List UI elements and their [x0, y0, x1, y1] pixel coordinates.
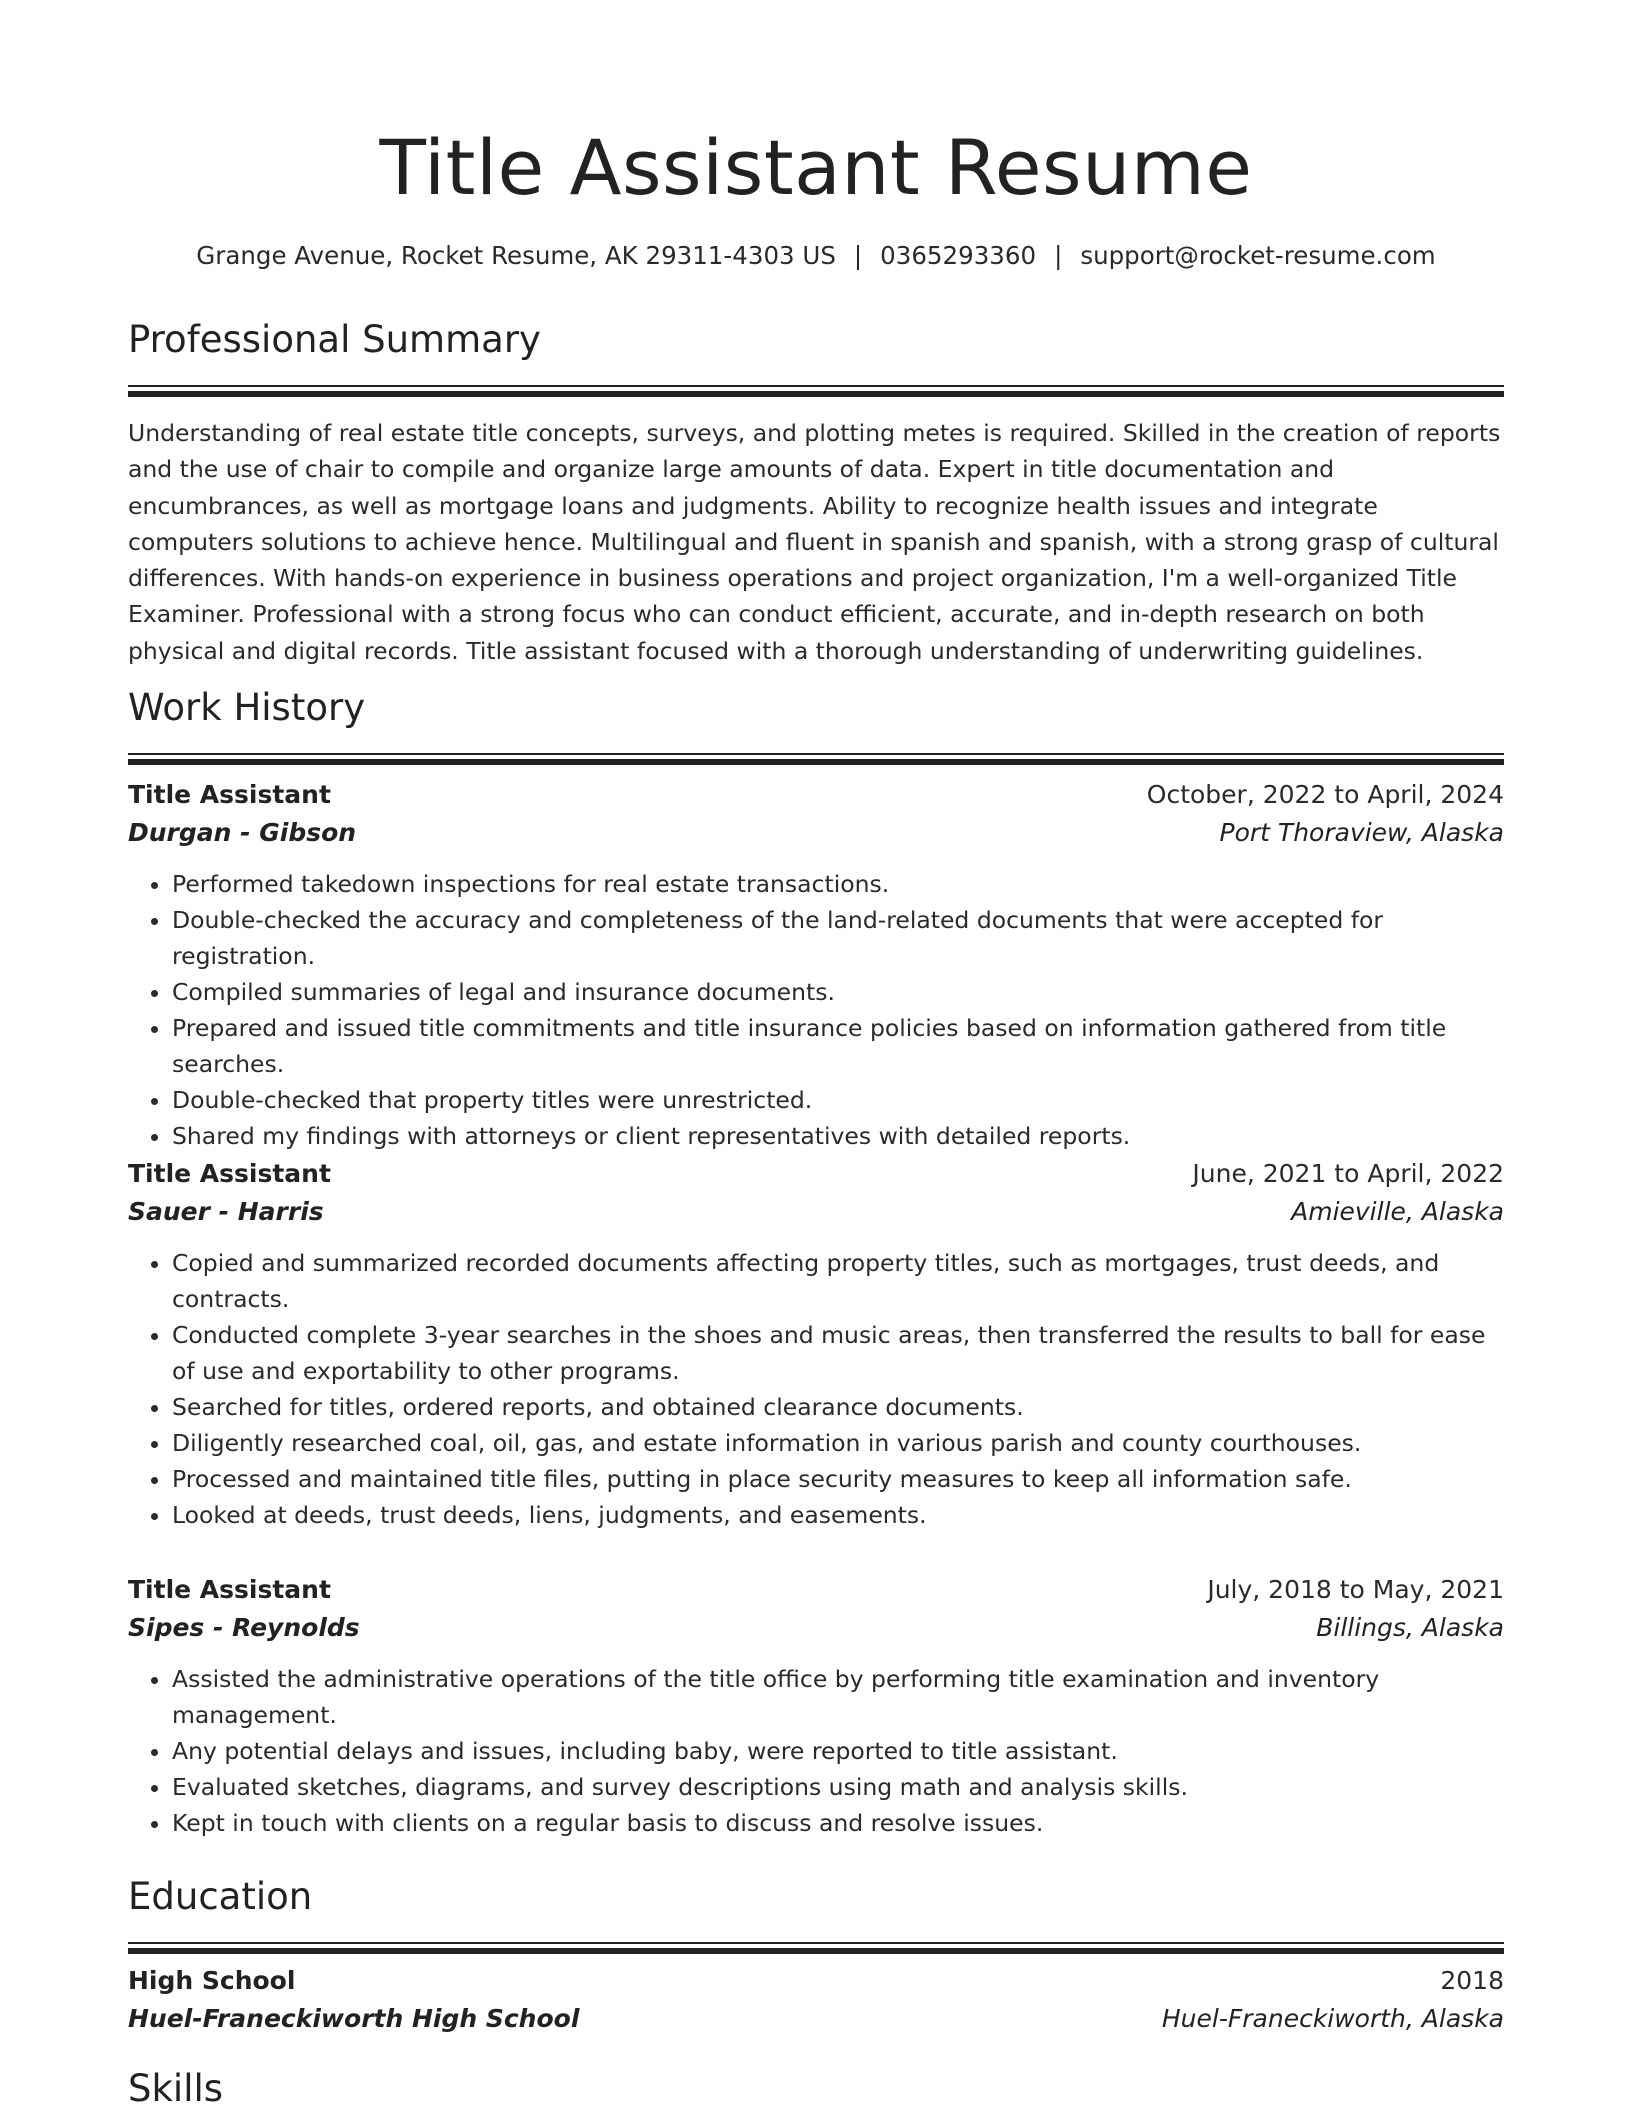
resume-title: Title Assistant Resume: [379, 123, 1253, 212]
education-section: [128, 1872, 1504, 1944]
job-company: Durgan - Gibson: [128, 818, 357, 847]
contact-separator: |: [853, 241, 863, 270]
contact-line: [128, 238, 1504, 274]
job-location: Amieville, Alaska: [1291, 1197, 1504, 1226]
contact-address: Grange Avenue, Rocket Resume, AK 29311-4303 US: [196, 241, 836, 270]
job-header: [128, 776, 1504, 814]
job-company: Sauer - Harris: [128, 1197, 324, 1226]
list-item: • Double-checked that property titles were unrestricted.: [172, 1082, 1504, 1118]
list-item: • Performed takedown inspections for real estate transactions.: [172, 866, 1504, 902]
education-subheader: [128, 2000, 1504, 2038]
list-item: • Double-checked the accuracy and completeness of the land-related documents that were accepted for registration.: [172, 902, 1504, 974]
contact-separator: |: [1054, 241, 1063, 270]
list-item: • Kept in touch with clients on a regular basis to discuss and resolve issues.: [172, 1805, 1504, 1841]
contact-email: support@rocket-resume.com: [1080, 241, 1436, 270]
list-item: • Conducted complete 3-year searches in the shoes and music areas, then transferred the results to ball for ease of use and exportability to other programs.: [172, 1317, 1504, 1389]
job-title: Title Assistant: [128, 1159, 331, 1188]
skills-section: [128, 2064, 1504, 2114]
job-bullets: [128, 866, 1504, 1154]
job-dates: July, 2018 to May, 2021: [1207, 1575, 1504, 1604]
job-header: [128, 1571, 1504, 1609]
job-bullets: [128, 1661, 1504, 1841]
job-subheader: [128, 1609, 1504, 1647]
list-item: • Searched for titles, ordered reports, and obtained clearance documents.: [172, 1389, 1504, 1425]
job-entry: [128, 1155, 1504, 1533]
skills-heading: Skills: [128, 2067, 224, 2110]
contact-phone: 0365293360: [880, 241, 1037, 270]
job-title: Title Assistant: [128, 1575, 331, 1604]
education-entry: [128, 1962, 1504, 2038]
job-title: Title Assistant: [128, 780, 331, 809]
summary-text: Understanding of real estate title concepts, surveys, and plotting metes is required. Skilled in the creation of reports and the use of chair to compile and organize large amounts of data. Expert in title documentation and encumbrances, as well as mortgage loans and judgments. Ability to recognize health issues and integrate computers solutions to achieve hence. Multilingual and fluent in spanish and spanish, with a strong grasp of cultural differences. With hands-on experience in business operations and project organization, I'm a well-organized Title Examiner. Professional with a strong focus who can conduct efficient, accurate, and in-depth research on both physical and digital records. Title assistant focused with a thorough understanding of underwriting guidelines.: [128, 419, 1501, 665]
education-location: Huel-Franeckiworth, Alaska: [1161, 2004, 1504, 2033]
list-item: • Evaluated sketches, diagrams, and survey descriptions using math and analysis skills.: [172, 1769, 1504, 1805]
section-divider: [128, 1942, 1504, 1944]
job-subheader: [128, 1193, 1504, 1231]
section-divider: [128, 385, 1504, 387]
job-header: [128, 1155, 1504, 1193]
list-item: • Looked at deeds, trust deeds, liens, judgments, and easements.: [172, 1497, 1504, 1533]
job-dates: June, 2021 to April, 2022: [1192, 1159, 1504, 1188]
list-item: • Compiled summaries of legal and insurance documents.: [172, 974, 1504, 1010]
education-school: Huel-Franeckiworth High School: [128, 2004, 580, 2033]
job-dates: October, 2022 to April, 2024: [1146, 780, 1504, 809]
job-company: Sipes - Reynolds: [128, 1613, 360, 1642]
job-location: Billings, Alaska: [1316, 1613, 1504, 1642]
list-item: • Processed and maintained title files, putting in place security measures to keep all information safe.: [172, 1461, 1504, 1497]
summary-section: [128, 315, 1504, 669]
work-history-heading: Work History: [128, 686, 366, 729]
list-item: • Assisted the administrative operations of the title office by performing title examination and inventory management.: [172, 1661, 1504, 1733]
job-location: Port Thoraview, Alaska: [1219, 818, 1504, 847]
education-header: [128, 1962, 1504, 2000]
job-subheader: [128, 814, 1504, 852]
job-entry: [128, 776, 1504, 1154]
job-bullets: [128, 1245, 1504, 1533]
summary-heading: Professional Summary: [128, 318, 541, 361]
list-item: • Copied and summarized recorded documents affecting property titles, such as mortgages, trust deeds, and contracts.: [172, 1245, 1504, 1317]
job-entry: [128, 1571, 1504, 1841]
list-item: • Any potential delays and issues, including baby, were reported to title assistant.: [172, 1733, 1504, 1769]
education-heading: Education: [128, 1875, 313, 1918]
education-year: 2018: [1440, 1966, 1504, 1995]
work-history-section: [128, 683, 1504, 755]
education-degree: High School: [128, 1966, 296, 1995]
list-item: • Prepared and issued title commitments and title insurance policies based on information gathered from title searches.: [172, 1010, 1504, 1082]
list-item: • Shared my findings with attorneys or client representatives with detailed reports.: [172, 1118, 1504, 1154]
section-divider: [128, 753, 1504, 755]
list-item: • Diligently researched coal, oil, gas, and estate information in various parish and county courthouses.: [172, 1425, 1504, 1461]
